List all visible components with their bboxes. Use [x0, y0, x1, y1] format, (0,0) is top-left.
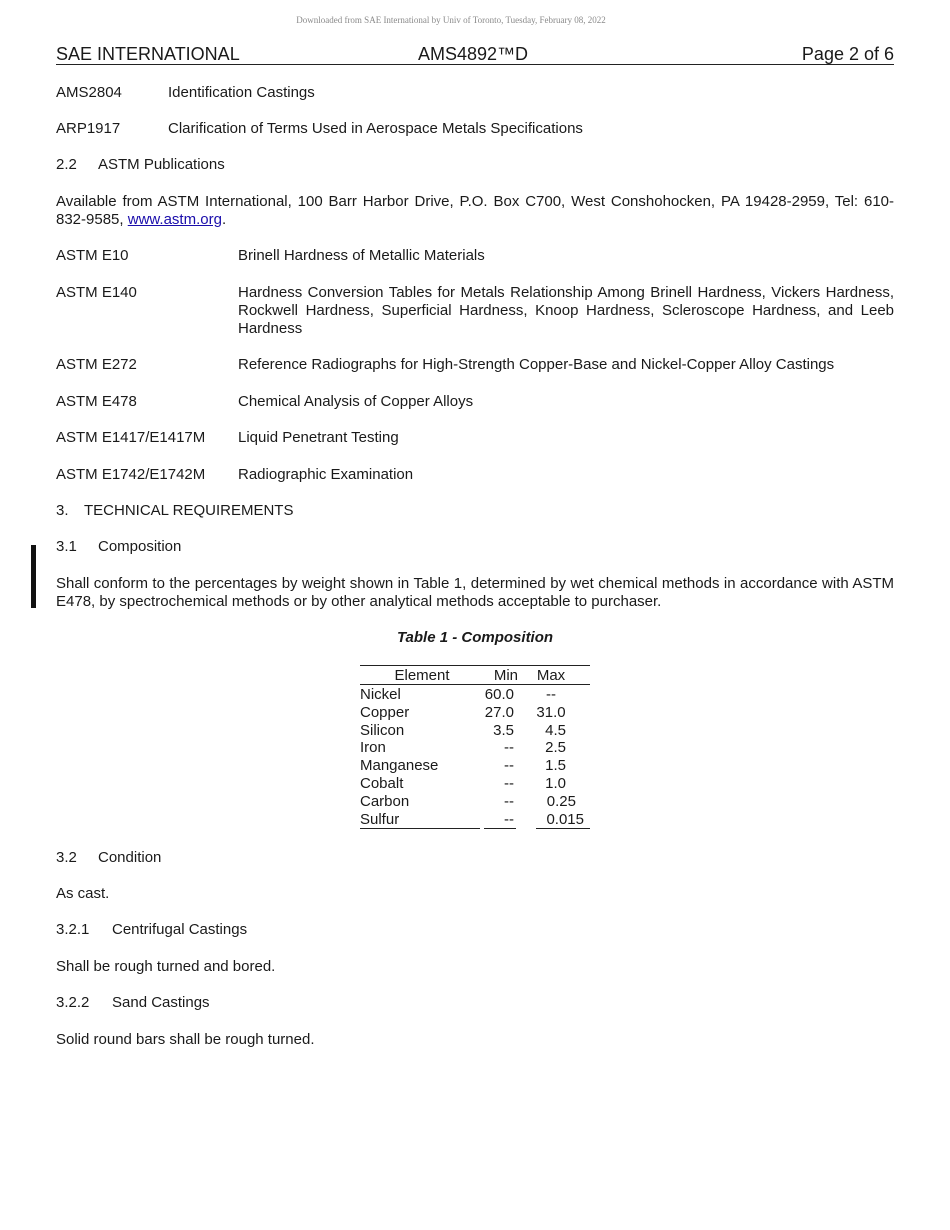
- ref-code-astm-e1742: ASTM E1742/E1742M: [56, 466, 206, 483]
- section-heading-3-2: [56, 849, 161, 867]
- cell-min: --: [504, 775, 514, 792]
- cell-element: Copper: [360, 704, 410, 721]
- download-watermark: Downloaded from SAE International by Univ of Toronto, Tuesday, February 08, 2022: [296, 15, 606, 25]
- section-title: ASTM Publications: [98, 156, 225, 173]
- cell-max: 0.015: [546, 811, 584, 828]
- cell-element: Nickel: [360, 686, 401, 703]
- ref-code-astm-e140: ASTM E140: [56, 284, 137, 301]
- astm-website-link[interactable]: www.astm.org: [127, 211, 222, 228]
- ref-code-astm-e10: ASTM E10: [56, 247, 129, 264]
- section-heading-3-2-1: [56, 921, 247, 939]
- section-heading-2-2: [56, 156, 225, 174]
- cell-min: --: [504, 811, 514, 828]
- cell-min: 27.0: [484, 704, 514, 721]
- revision-change-bar: [31, 545, 36, 608]
- astm-availability-paragraph: [56, 193, 894, 229]
- section-number: 3.2.1: [56, 921, 90, 938]
- ref-code-arp1917: ARP1917: [56, 120, 121, 137]
- table-bottom-rule-min: [484, 828, 516, 829]
- cell-max: 4.5: [545, 722, 566, 739]
- header-page-number: Page 2 of 6: [801, 44, 894, 64]
- section-heading-3: [56, 502, 293, 520]
- ref-code-ams2804: AMS2804: [56, 84, 122, 101]
- availability-text: Available from ASTM International, 100 Barr Harbor Drive, P.O. Box C700, West Conshohocken, PA 19428-2959, Tel: 610-832-9585,: [56, 193, 894, 228]
- ref-code-astm-e272: ASTM E272: [56, 356, 137, 373]
- cell-min: 3.5: [493, 722, 514, 739]
- condition-paragraph: As cast.: [56, 885, 110, 902]
- column-header-element: Element: [394, 667, 450, 684]
- section-title: Condition: [98, 849, 162, 866]
- section-title: Composition: [98, 538, 182, 555]
- cell-max: --: [546, 686, 556, 703]
- ref-title-astm-e140: Hardness Conversion Tables for Metals Relationship Among Brinell Hardness, Vickers Hardness, Rockwell Hardness, Superficial Hardness, Knoop Hardness, Scleroscope Hardness, and Leeb Hardness: [238, 284, 894, 337]
- cell-min: --: [504, 757, 514, 774]
- ref-title-astm-e478: Chemical Analysis of Copper Alloys: [238, 393, 474, 410]
- cell-element: Manganese: [360, 757, 439, 774]
- cell-min: --: [504, 739, 514, 756]
- cell-max: 0.25: [546, 793, 576, 810]
- column-header-min: Min: [493, 667, 518, 684]
- cell-max: 1.5: [545, 757, 566, 774]
- cell-max: 2.5: [545, 739, 566, 756]
- table-caption: Table 1 - Composition: [396, 629, 554, 646]
- sand-castings-paragraph: Solid round bars shall be rough turned.: [56, 1031, 315, 1048]
- ref-title-astm-e10: Brinell Hardness of Metallic Materials: [238, 247, 485, 264]
- section-title: Centrifugal Castings: [112, 921, 248, 938]
- cell-element: Cobalt: [360, 775, 404, 792]
- cell-element: Carbon: [360, 793, 410, 810]
- section-number: 3.: [56, 502, 69, 519]
- section-number: 3.2: [56, 849, 77, 866]
- ref-title-astm-e1742: Radiographic Examination: [238, 466, 414, 483]
- table-header-rule: [360, 684, 590, 685]
- ref-title-astm-e272: Reference Radiographs for High-Strength Copper-Base and Nickel-Copper Alloy Castings: [238, 356, 835, 373]
- composition-paragraph: Shall conform to the percentages by weight shown in Table 1, determined by wet chemical methods in accordance with ASTM E478, by spectrochemical methods or by other analytical methods acceptable to purchaser.: [56, 575, 894, 610]
- ref-code-astm-e478: ASTM E478: [56, 393, 137, 410]
- cell-min: --: [504, 793, 514, 810]
- header-doc-id: AMS4892™D: [418, 44, 529, 64]
- ref-title-arp1917: Clarification of Terms Used in Aerospace Metals Specifications: [168, 120, 583, 137]
- availability-suffix: .: [221, 211, 227, 228]
- cell-element: Sulfur: [360, 811, 400, 828]
- section-heading-3-2-2: [56, 994, 210, 1012]
- header-org: SAE INTERNATIONAL: [56, 44, 240, 64]
- cell-element: Silicon: [360, 722, 405, 739]
- cell-max: 1.0: [545, 775, 566, 792]
- table-top-rule: [360, 665, 590, 666]
- ref-code-astm-e1417: ASTM E1417/E1417M: [56, 429, 206, 446]
- ref-title-ams2804: Identification Castings: [168, 84, 315, 101]
- section-title: Sand Castings: [112, 994, 210, 1011]
- cell-element: Iron: [360, 739, 386, 756]
- section-number: 3.2.2: [56, 994, 90, 1011]
- ref-title-astm-e1417: Liquid Penetrant Testing: [238, 429, 399, 446]
- page-header: [56, 45, 894, 65]
- table-bottom-rule-element: [360, 828, 480, 829]
- centrifugal-paragraph: Shall be rough turned and bored.: [56, 958, 276, 975]
- column-header-max: Max: [536, 667, 566, 684]
- section-heading-3-1: [56, 538, 181, 556]
- table-bottom-rule-max: [536, 828, 590, 829]
- section-title: TECHNICAL REQUIREMENTS: [84, 502, 294, 519]
- section-number: 2.2: [56, 156, 77, 173]
- section-number: 3.1: [56, 538, 77, 555]
- cell-max: 31.0: [536, 704, 566, 721]
- cell-min: 60.0: [484, 686, 514, 703]
